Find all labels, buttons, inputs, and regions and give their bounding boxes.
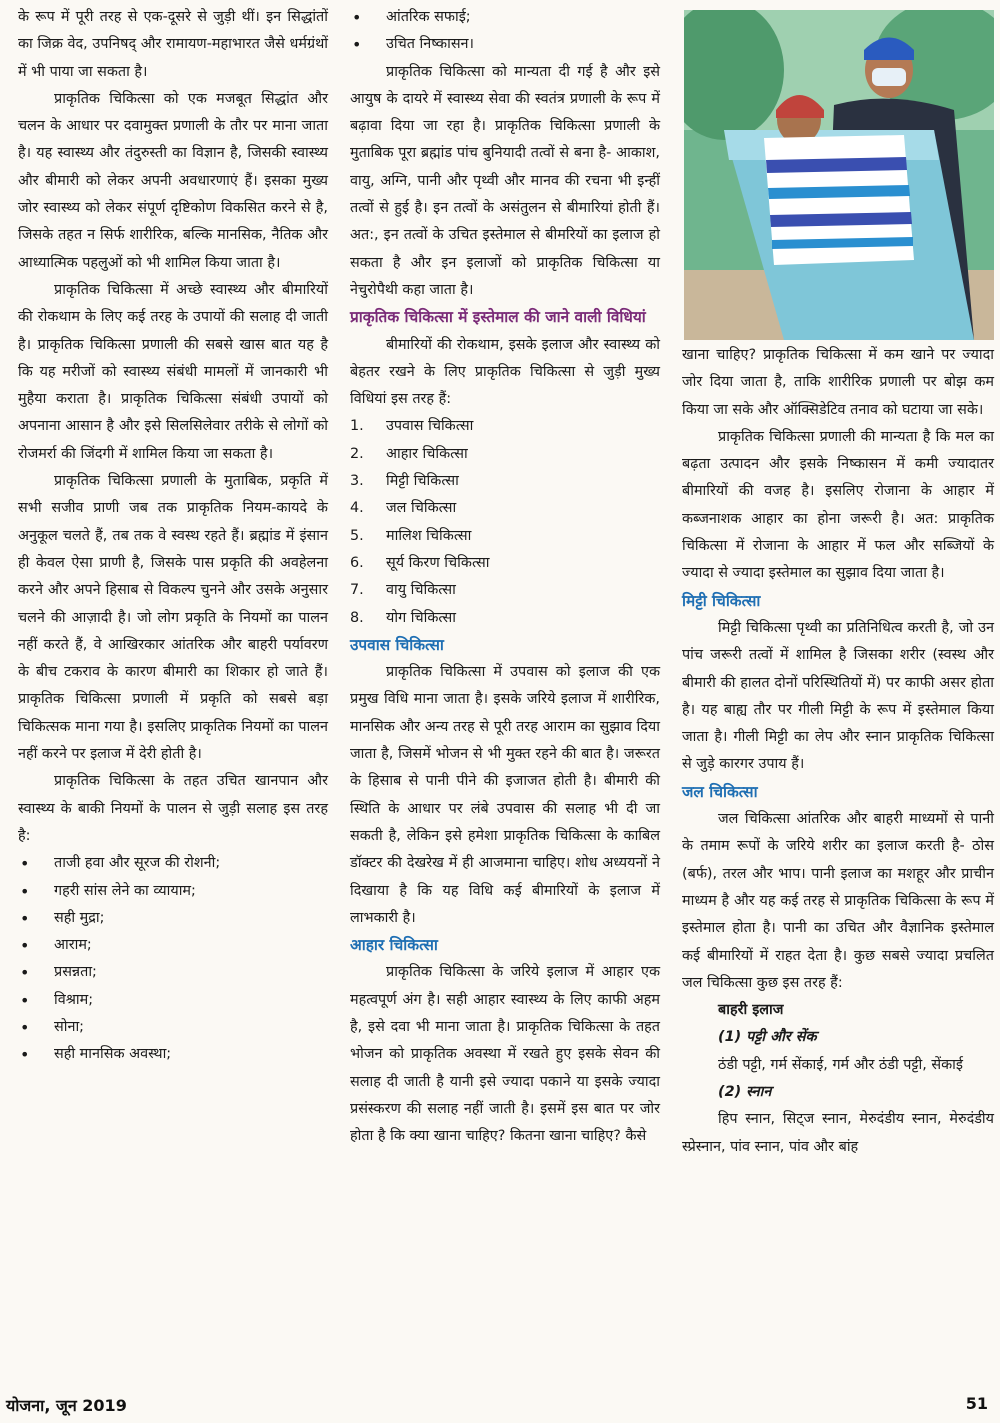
steam-bath-illustration [684,10,994,340]
list-item: 7. वायु चिकित्सा [350,582,456,599]
paragraph: प्राकृतिक चिकित्सा में अच्छे स्वास्थ्य और बीमारियों की रोकथाम के लिए कई तरह के उपायों की सलाह दी जाती है। प्राकृतिक चिकित्सा प्रणाली की सबसे खास बात यह है कि यह मरीजों को स्वास्थ्य संबंधी मामलों में जानकारी भी मुहैया कराता है। प्राकृतिक चिकित्सा संबंधी उपायों को अपनाना आसान है और इसे सिलसिलेवार तरीके से लोगों को रोजमर्रा की जिंदगी में शामिल किया जा सकता है। [18,281,328,462]
list-item: • सही मानसिक अवस्था; [18,1041,328,1068]
magazine-issue: योजना, जून 2019 [6,1396,127,1415]
section-heading-water: जल चिकित्सा [682,782,758,801]
subheading: (2) स्नान [718,1084,772,1101]
subheading: बाहरी इलाज [718,1002,784,1019]
section-heading-fasting: उपवास चिकित्सा [350,635,444,654]
list-item: 1. उपवास चिकित्सा [350,418,474,435]
list-item: 8. योग चिकित्सा [350,609,456,626]
paragraph: प्राकृतिक चिकित्सा प्रणाली के मुताबिक, प्रकृति में सभी सजीव प्राणी जब तक प्राकृतिक नियम-कायदे के अनुकूल चलते हैं, तब तक वे स्वस्थ रहते हैं। ब्रह्मांड में इंसान ही केवल ऐसा प्राणी है, जिसके पास प्रकृति की अवहेलना करने और अपने हिसाब से विकल्प चुनने और उसके अनुसार चलने की आज़ादी है। जो लोग प्रकृति के नियमों का पालन नहीं करते हैं, वे आखिरकार आंतरिक और बाहरी पर्यावरण के बीच टकराव के कारण बीमारी का शिकार हो जाते हैं। प्राकृतिक चिकित्सा प्रणाली में प्रकृति को सबसे बड़ा चिकित्सक माना गया है। इसलिए प्राकृतिक नियमों का पालन नहीं करने पर इलाज में देरी होती है। [18,473,328,763]
paragraph: हिप स्नान, सिट्ज स्नान, मेरुदंडीय स्नान, मेरुदंडीय स्प्रेस्नान, पांव स्नान, पांव और बांह [682,1111,994,1155]
paragraph: प्राकृतिक चिकित्सा में उपवास को इलाज की एक प्रमुख विधि माना जाता है। इसके जरिये इलाज में शारीरिक, मानसिक और अन्य तरह से पूरी तरह आराम का सुझाव दिया जाता है, जिसमें भोजन से भी मुक्त रहने की बात है। जरूरत के हिसाब से पानी पीने की इजाजत होती है। बीमारी की स्थिति के आधार पर लंबे उपवास की सलाह भी दी जा सकती है, लेकिन इसे हमेशा प्राकृतिक चिकित्सा के काबिल डॉक्टर की देखरेख में ही आजमाना चाहिए। शोध अध्ययनों ने दिखाया है कि यह विधि कई बीमारियों के इलाज में लाभकारी है। [350,664,660,926]
paragraph: प्राकृतिक चिकित्सा के तहत उचित खानपान और स्वास्थ्य के बाकी नियमों के पालन से जुड़ी सलाह इस तरह है: [18,773,328,844]
page-number: 51 [965,1394,988,1413]
list-item: • विश्राम; [18,987,328,1014]
section-heading-diet: आहार चिकित्सा [350,936,438,955]
paragraph: प्राकृतिक चिकित्सा को मान्यता दी गई है और इसे आयुष के दायरे में स्वास्थ्य सेवा की स्वतंत्र प्रणाली के रूप में बढ़ावा दिया जा रहा है। प्राकृतिक चिकित्सा प्रणाली के मुताबिक पूरा ब्रह्मांड पांच बुनियादी तत्वों से बना है- आकाश, वायु, अग्नि, पानी और पृथ्वी और मानव की रचना भी इन्हीं तत्वों से हुई है। इन तत्वों के असंतुलन से बीमारियां होती हैं। अत:, इन तत्वों के उचित इस्तेमाल से बीमरियों का इलाज हो सकता है और इन इलाजों को प्राकृतिक चिकित्सा या नेचुरोपैथी कहा जाता है। [350,63,660,298]
list-item: 5. मालिश चिकित्सा [350,527,472,544]
list-item: 4. जल चिकित्सा [350,500,457,517]
list-item: 3. मिट्टी चिकित्सा [350,473,459,490]
paragraph: के रूप में पूरी तरह से एक-दूसरे से जुड़ी थीं। इन सिद्धांतों का जिक्र वेद, उपनिषद् और रामायण-महाभारत जैसे धर्मग्रंथों में भी पाया जा सकता है। [18,9,328,80]
section-heading: प्राकृतिक चिकित्सा में इस्तेमाल की जाने वाली विधियां [350,308,646,327]
paragraph: जल चिकित्सा आंतरिक और बाहरी माध्यमों से पानी के तमाम रूपों के जरिये शरीर का इलाज करती है- ठोस (बर्फ), तरल और भाप। पानी इलाज का मशहूर और प्राचीन माध्यम है और यह कई तरह से प्राकृतिक चिकित्सा के रूप में इस्तेमाल होता है। पानी का उचित और वैज्ञानिक इस्तेमाल कई बीमारियों में राहत देता है। कुछ सबसे ज्यादा प्रचलित जल चिकित्सा कुछ इस तरह हैं: [682,811,994,991]
section-heading-mud: मिट्टी चिकित्सा [682,591,761,610]
list-item: • प्रसन्नता; [18,959,328,986]
list-item: • ताजी हवा और सूरज की रोशनी; [18,850,328,877]
steam-bath-photo [684,10,994,340]
list-item: • आंतरिक सफाई; [350,4,660,31]
column-1 [18,4,328,1069]
column-2 [350,4,660,1150]
paragraph: प्राकृतिक चिकित्सा प्रणाली की मान्यता है कि मल का बढ़ता उत्पादन और इसके निष्कासन में कमी ज्यादातर बीमारियों की वजह है। इसलिए रोजाना के आहार में कब्जनाशक आहार का होना जरूरी है। अत: प्राकृतिक चिकित्सा में रोजाना के आहार में फल और सब्जियों के ज्यादा से ज्यादा इस्तेमाल का सुझाव दिया जाता है। [682,428,994,582]
list-item: • आराम; [18,932,328,959]
list-item: 6. सूर्य किरण चिकित्सा [350,554,490,571]
paragraph: प्राकृतिक चिकित्सा को एक मजबूत सिद्धांत और चलन के आधार पर दवामुक्त प्रणाली के तौर पर माना जाता है। यह स्वास्थ्य और तंदुरुस्ती का विज्ञान है, जिसकी स्वास्थ्य और बीमारी को लेकर अपनी अवधारणाएं हैं। इसका मुख्य जोर स्वास्थ्य को लेकर संपूर्ण दृष्टिकोण विकसित करने से है, जिसके तहत न सिर्फ शारीरिक, बल्कि मानसिक, नैतिक और आध्यात्मिक पहलुओं को भी शामिल किया जाता है। [18,90,328,271]
list-item: • सोना; [18,1014,328,1041]
subheading: (1) पट्टी और सेंक [718,1029,817,1046]
paragraph: मिट्टी चिकित्सा पृथ्वी का प्रतिनिधित्व करती है, जो उन पांच जरूरी तत्वों में शामिल है जिसका शरीर (स्वस्थ और बीमारी की हालत दोनों परिस्थितियों में) पर काफी असर होता है। यह बाह्य तौर पर गीली मिट्टी के रूप में इस्तेमाल किया जाता है। गीली मिट्टी का लेप और स्नान प्राकृतिक चिकित्सा से जुड़े कारगर उपाय हैं। [682,619,994,773]
paragraph: प्राकृतिक चिकित्सा के जरिये इलाज में आहार एक महत्वपूर्ण अंग है। सही आहार स्वास्थ्य के लिए काफी अहम है, इसे दवा भी माना जाता है। प्राकृतिक चिकित्सा के तहत भोजन को प्राकृतिक अवस्था में रखते हुए इसके सेवन की सलाह दी जाती है यानी इसे ज्यादा पकाने या इसके ज्यादा प्रसंस्करण की सलाह नहीं जाती है। इसमें इस बात पर जोर होता है कि क्या खाना चाहिए? कितना खाना चाहिए? कैसे [350,964,660,1145]
paragraph: ठंडी पट्टी, गर्म सेंकाई, गर्म और ठंडी पट्टी, सेंकाई [718,1056,963,1073]
list-item: • उचित निष्कासन। [350,31,660,58]
column-3 [682,342,994,1161]
list-item: 2. आहार चिकित्सा [350,445,468,462]
advice-bullet-list-continued [350,4,660,59]
list-item: • सही मुद्रा; [18,905,328,932]
advice-bullet-list [18,850,328,1068]
methods-numbered-list [350,413,660,631]
paragraph: खाना चाहिए? प्राकृतिक चिकित्सा में कम खाने पर ज्यादा जोर दिया जाता है, ताकि शारीरिक प्रणाली पर बोझ कम किया जा सके और ऑक्सिडेटिव तनाव को घटाया जा सके। [682,347,994,418]
paragraph: बीमारियों की रोकथाम, इसके इलाज और स्वास्थ्य को बेहतर रखने के लिए प्राकृतिक चिकित्सा से जुड़ी मुख्य विधियां इस तरह हैं: [350,336,660,408]
list-item: • गहरी सांस लेने का व्यायाम; [18,878,328,905]
